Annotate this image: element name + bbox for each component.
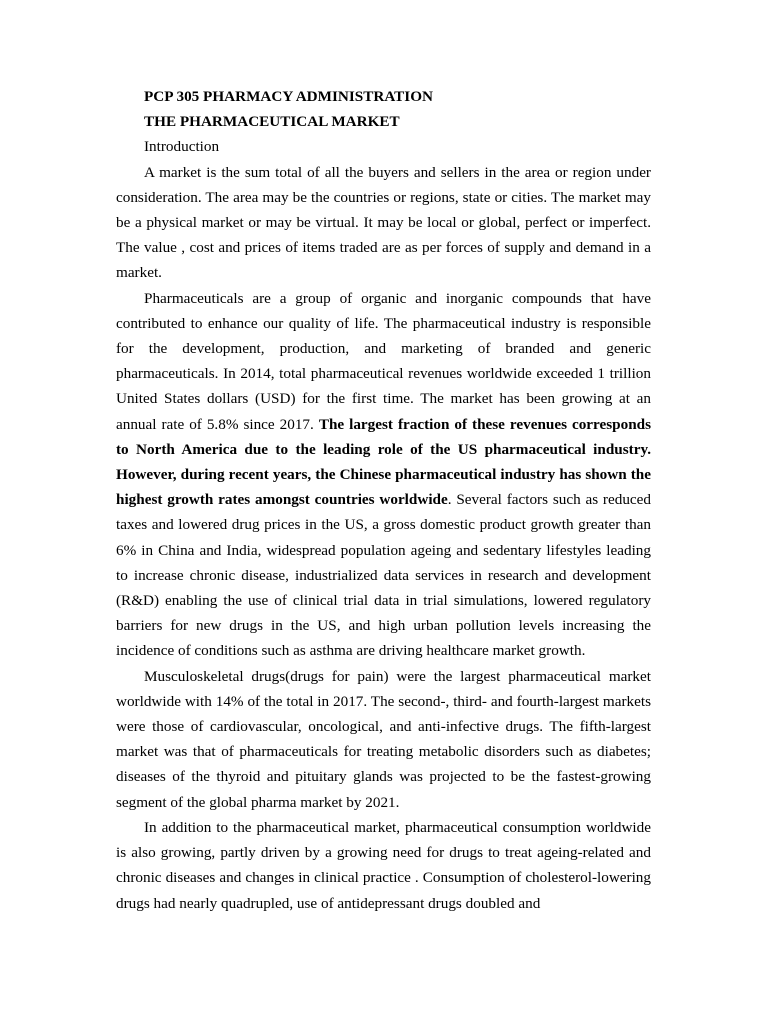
paragraph-market-segments: Musculoskeletal drugs(drugs for pain) were the largest pharmaceutical market worldwide with 14% of the total in 2017. The second-, third- and fourth-largest markets were those of cardiovascular, oncological, and anti-infective drugs. The fifth-largest market was that of pharmaceuticals for treating metabolic disorders such as diabetes; diseases of the thyroid and pituitary glands was projected to be the fastest-growing segment of the global pharma market by 2021. [116, 667, 651, 811]
course-heading: PCP 305 PHARMACY ADMINISTRATION [144, 88, 433, 105]
document-title: THE PHARMACEUTICAL MARKET [144, 113, 400, 131]
document-page [116, 84, 651, 916]
paragraph-pharmaceuticals-end: . Several factors such as reduced taxes and lowered drug prices in the US, a gross domestic product growth greater than 6% in China and India, widespread population ageing and sedentary lifestyles leading to increase chronic disease, industrialized data services in research and development (R&D) enabling the use of clinical trial data in trial simulations, lowered regulatory barriers for new drugs in the US, and high urban pollution levels increasing the incidence of conditions such as asthma are driving healthcare market growth. [116, 491, 651, 660]
paragraph-pharmaceuticals-emphasis: The largest fraction of these revenues corresponds to North America due to the leading role of the US pharmaceutical industry. However, during recent years, the Chinese pharmaceutical industry has shown the highest growth rates amongst countries worldwide [116, 415, 652, 509]
paragraph-pharmaceuticals-start: Pharmaceuticals are a group of organic and inorganic compounds that have contributed to enhance our quality of life. The pharmaceutical industry is responsible for the development, production, and marketing of branded and generic pharmaceuticals. In 2014, total pharmaceutical revenues worldwide exceeded 1 trillion United States dollars (USD) for the first time. The market has been growing at an annual rate of 5.8% since 2017. [116, 289, 651, 433]
paragraph-market-definition: A market is the sum total of all the buyers and sellers in the area or region under consideration. The area may be the countries or regions, state or cities. The market may be a physical market or may be virtual. It may be local or global, perfect or imperfect. The value , cost and prices of items traded are as per forces of supply and demand in a market. [116, 163, 651, 282]
paragraph-pharmaceuticals [116, 286, 651, 664]
paragraph-consumption: In addition to the pharmaceutical market, pharmaceutical consumption worldwide is also growing, partly driven by a growing need for drugs to treat ageing-related and chronic diseases and changes in clinical practice . Consumption of cholesterol-lowering drugs had nearly quadrupled, use of antidepressant drugs doubled and [116, 818, 651, 912]
section-label-introduction: Introduction [144, 138, 220, 156]
